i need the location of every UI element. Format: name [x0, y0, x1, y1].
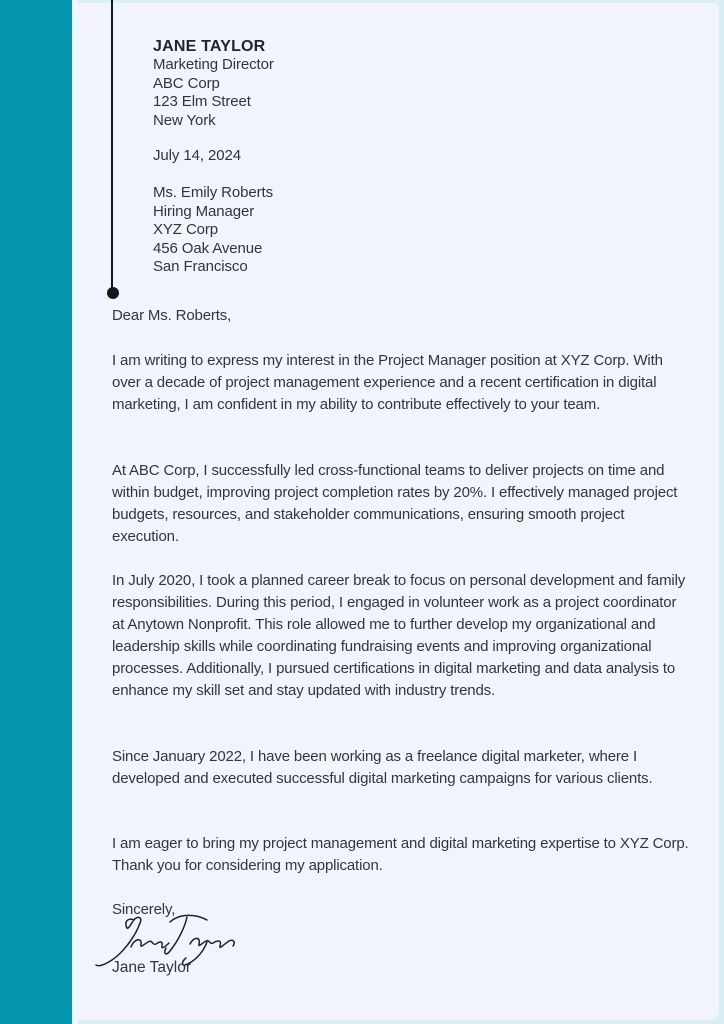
sender-title: Marketing Director	[153, 56, 274, 73]
timeline-dot-icon	[107, 287, 119, 299]
sender-city: New York	[153, 111, 216, 129]
recipient-name: Ms. Emily Roberts	[153, 184, 273, 201]
recipient-block	[153, 184, 273, 277]
paragraph-closing-pitch: I am eager to bring my project management and digital marketing expertise to XYZ Corp. Thank you for considering my application.	[112, 835, 689, 874]
paragraph-intro: I am writing to express my interest in the Project Manager position at XYZ Corp. With over a decade of project management experience and a recent certification in digital marketing, I am confident in my ability to contribute effectively to your team.	[112, 352, 663, 413]
timeline-line	[111, 0, 113, 292]
paragraph-career-break: In July 2020, I took a planned career break to focus on personal development and family responsibilities. During this period, I engaged in volunteer work as a project coordinator at Anytown Nonprofit. This role allowed me to further develop my organizational and leadership skills while coordinating fundraising events and improving organizational processes. Additionally, I pursued certifications in digital marketing and data analysis to enhance my skill set and stay updated with industry trends.	[112, 572, 686, 699]
recipient-street: 456 Oak Avenue	[153, 239, 263, 257]
sender-street: 123 Elm Street	[153, 93, 251, 111]
paragraph-freelance: Since January 2022, I have been working as a freelance digital marketer, where I developed and executed successful digital marketing campaigns for various clients.	[112, 748, 653, 787]
closing-word: Sincerely,	[112, 901, 176, 918]
paragraph-abc-corp: At ABC Corp, I successfully led cross-functional teams to deliver projects on time and within budget, improving project completion rates by 20%. I effectively managed project budgets, resources, and stakeholder communications, ensuring smooth project execution.	[112, 462, 678, 545]
page-left-edge	[72, 0, 78, 1024]
sender-block	[153, 37, 274, 130]
letter-date: July 14, 2024	[153, 147, 241, 164]
recipient-city: San Francisco	[153, 258, 248, 276]
sender-company: ABC Corp	[153, 74, 220, 92]
typed-signature-name: Jane Taylor	[112, 959, 191, 976]
teal-sidebar-band	[0, 0, 72, 1024]
salutation: Dear Ms. Roberts,	[112, 307, 232, 324]
recipient-title: Hiring Manager	[153, 202, 255, 220]
sender-name: JANE TAYLOR	[153, 38, 266, 55]
recipient-company: XYZ Corp	[153, 221, 219, 239]
